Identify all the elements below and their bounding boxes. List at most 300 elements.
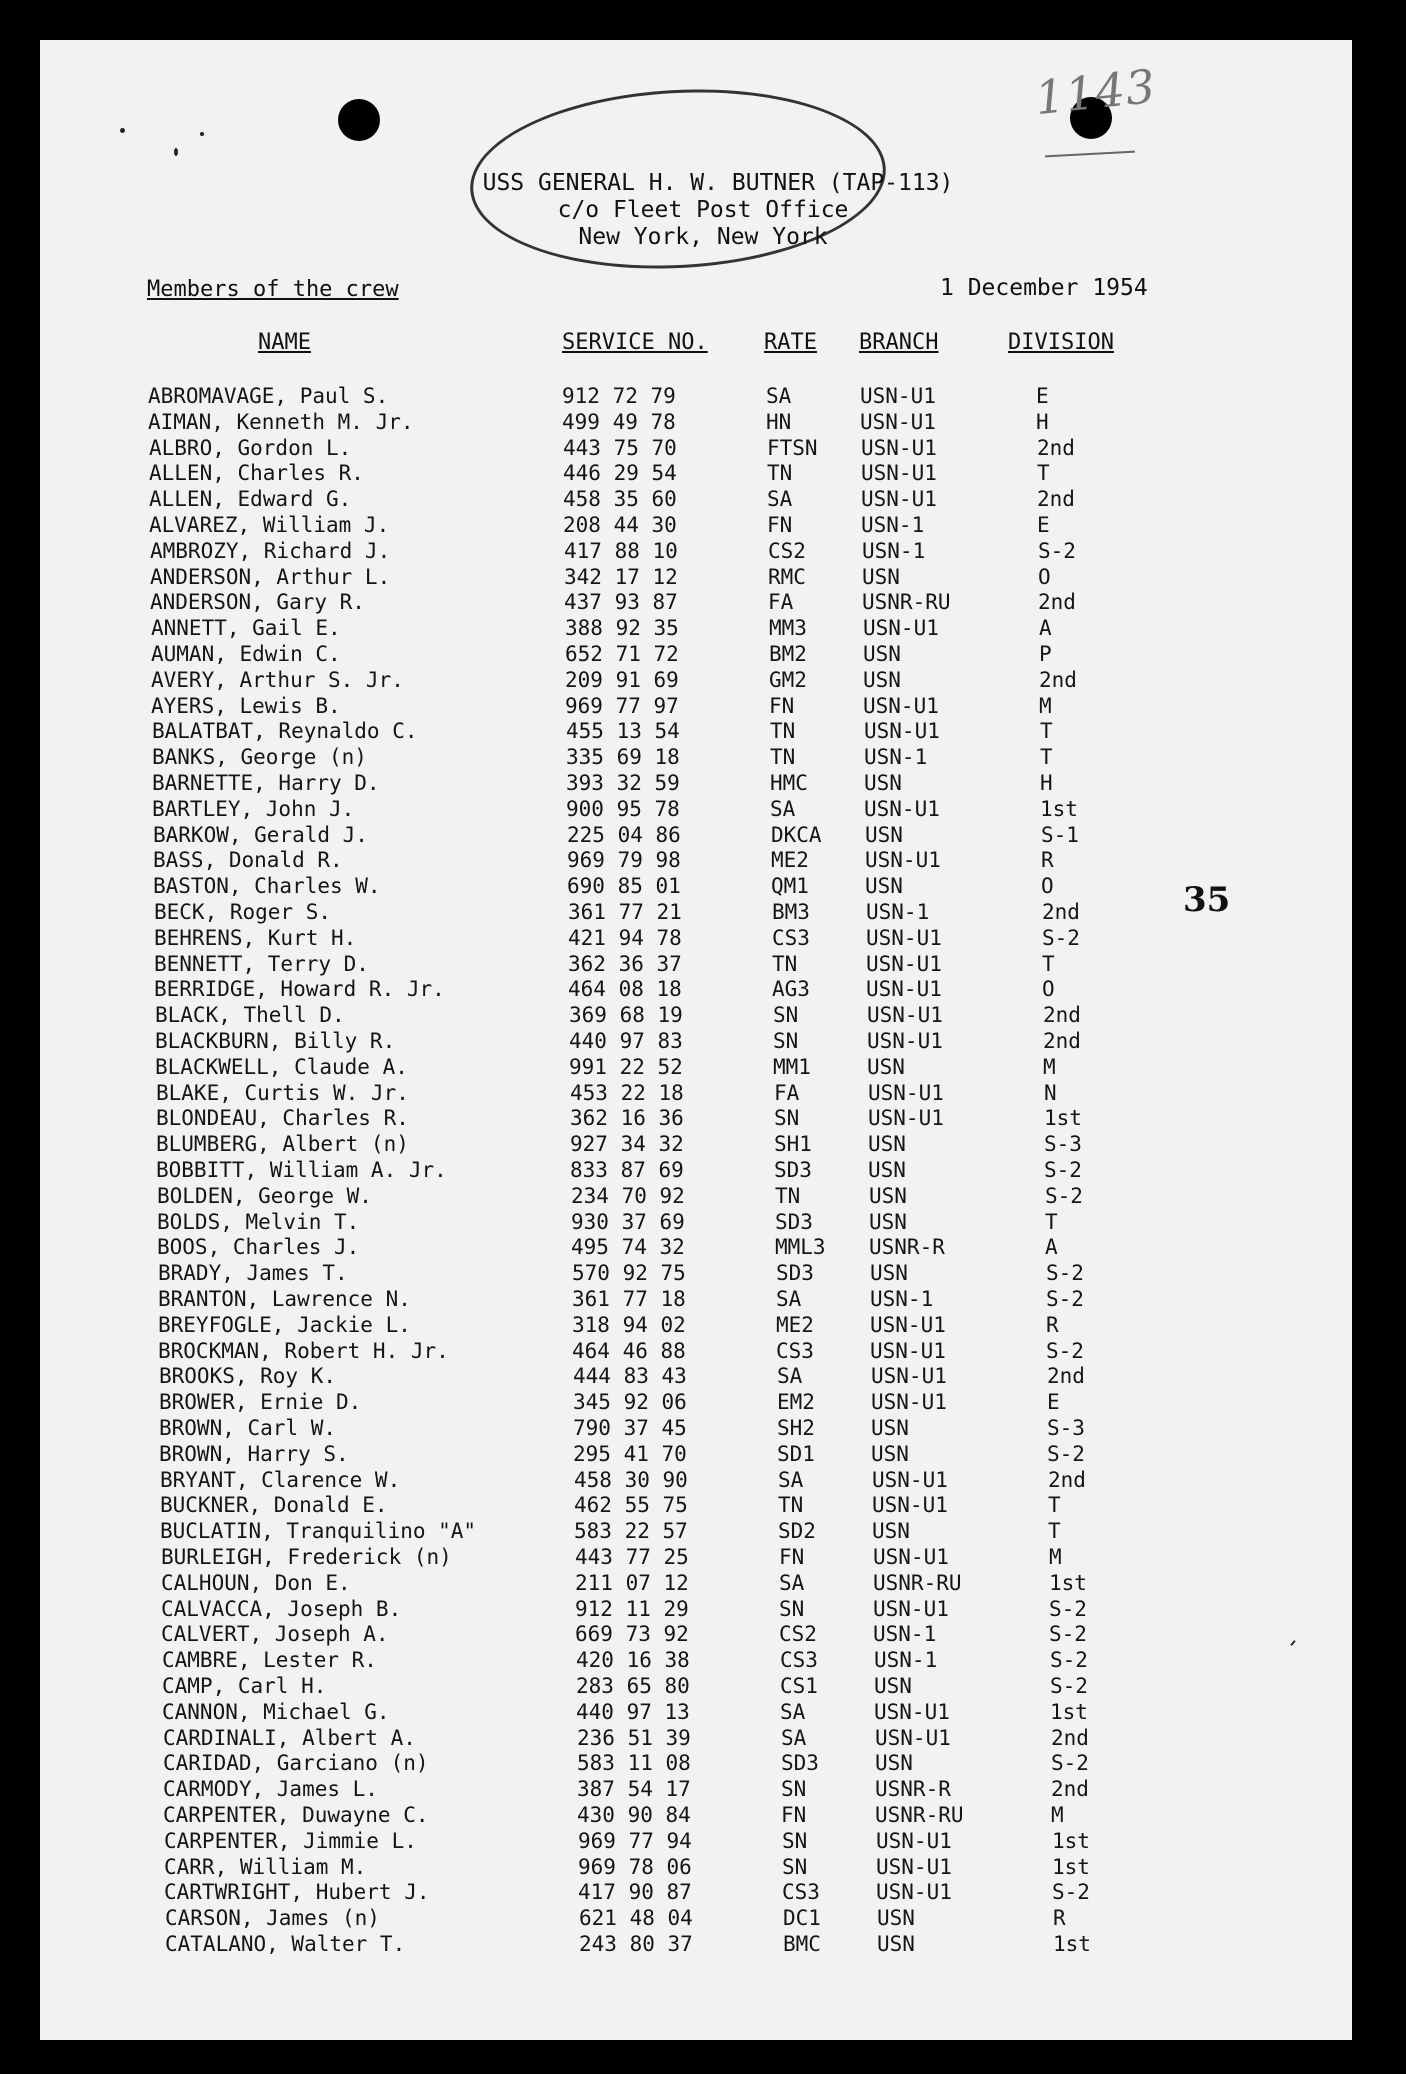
cell-rate: HMC [770, 771, 808, 795]
cell-division: S-2 [1051, 1751, 1089, 1776]
cell-rate: TN [770, 745, 796, 770]
cell-rate: RMC [768, 564, 806, 589]
cell-service: 446 29 54 [563, 461, 677, 486]
cell-service: 969 79 98 [567, 848, 681, 873]
column-header-service: SERVICE NO. [562, 330, 708, 355]
table-row [0, 1339, 1300, 1365]
cell-rate: SD2 [778, 1519, 816, 1544]
cell-rate: TN [772, 951, 798, 976]
cell-branch: USN-U1 [874, 1699, 950, 1724]
cell-service: 583 11 08 [577, 1751, 691, 1776]
cell-branch: USN [872, 1519, 910, 1544]
cell-branch: USN-U1 [873, 1545, 949, 1569]
cell-rate: FN [769, 693, 795, 718]
table-row [0, 1132, 1300, 1158]
cell-service: 417 90 87 [578, 1880, 692, 1905]
cell-rate: CS1 [780, 1674, 818, 1698]
cell-name: BROWN, Carl W. [159, 1416, 337, 1440]
cell-rate: SN [774, 1106, 800, 1131]
table-row [0, 565, 1300, 591]
cell-service: 464 46 88 [572, 1338, 686, 1363]
cell-name: ALVAREZ, William J. [149, 513, 390, 537]
cell-branch: USN [870, 1261, 908, 1286]
table-row [0, 1468, 1300, 1494]
cell-division: 2nd [1043, 1029, 1081, 1053]
punch-hole-left [338, 99, 380, 141]
cell-service: 345 92 06 [573, 1390, 687, 1415]
cell-division: S-2 [1050, 1648, 1088, 1673]
cell-division: 1st [1040, 796, 1078, 821]
cell-rate: SH2 [777, 1416, 815, 1440]
cell-rate: HN [766, 409, 792, 434]
cell-rate: FTSN [767, 435, 818, 460]
cell-division: T [1048, 1519, 1061, 1544]
cell-rate: BM3 [772, 900, 810, 924]
table-row [0, 1210, 1300, 1236]
cell-branch: USN [871, 1416, 909, 1440]
cell-division: M [1043, 1054, 1056, 1079]
cell-division: R [1053, 1906, 1066, 1931]
cell-division: S-2 [1046, 1338, 1084, 1363]
cell-service: 444 83 43 [573, 1364, 687, 1389]
cell-division: T [1048, 1493, 1061, 1518]
cell-branch: USN-U1 [868, 1080, 944, 1105]
cell-division: M [1039, 693, 1052, 718]
cell-service: 969 77 97 [565, 693, 679, 718]
cell-service: 458 35 60 [563, 487, 677, 512]
table-row [0, 1364, 1300, 1390]
cell-rate: SA [766, 384, 792, 408]
cell-rate: FN [767, 513, 793, 537]
table-row [0, 1287, 1300, 1313]
cell-rate: MML3 [775, 1235, 826, 1260]
cell-rate: CS3 [772, 925, 810, 950]
cell-service: 443 77 25 [575, 1545, 689, 1569]
cell-rate: SA [779, 1570, 805, 1595]
table-row [0, 926, 1300, 952]
cell-branch: USN-1 [861, 513, 925, 537]
cell-name: ALBRO, Gordon L. [149, 435, 352, 460]
cell-name: BLACK, Thell D. [155, 1003, 345, 1028]
cell-branch: USN [877, 1906, 915, 1931]
cell-name: BARNETTE, Harry D. [152, 771, 380, 795]
cell-branch: USNR-R [875, 1777, 951, 1802]
cell-service: 362 16 36 [570, 1106, 684, 1131]
cell-division: R [1041, 848, 1054, 873]
cell-branch: USN-1 [866, 900, 930, 924]
cell-rate: SN [782, 1854, 808, 1879]
table-row [0, 410, 1300, 436]
cell-branch: USNR-R [869, 1235, 945, 1260]
table-row [0, 1235, 1300, 1261]
cell-division: S-2 [1042, 925, 1080, 950]
cell-name: BROCKMAN, Robert H. Jr. [158, 1338, 449, 1363]
cell-division: M [1049, 1545, 1062, 1569]
cell-rate: ME2 [776, 1312, 814, 1337]
cell-rate: SN [773, 1029, 799, 1053]
cell-name: BARTLEY, John J. [152, 796, 355, 821]
cell-name: ABROMAVAGE, Paul S. [148, 384, 389, 408]
cell-service: 462 55 75 [574, 1493, 688, 1518]
table-row [0, 1571, 1300, 1597]
cell-branch: USN-U1 [875, 1725, 951, 1750]
cell-division: O [1041, 874, 1054, 899]
cell-division: O [1038, 564, 1051, 589]
cell-service: 930 37 69 [571, 1209, 685, 1234]
table-row [0, 745, 1300, 771]
cell-division: S-2 [1044, 1158, 1082, 1182]
cell-name: ANDERSON, Arthur L. [150, 564, 391, 589]
cell-branch: USN-U1 [876, 1854, 952, 1879]
cell-name: CANNON, Michael G. [162, 1699, 390, 1724]
table-row [0, 642, 1300, 668]
cell-name: AUMAN, Edwin C. [151, 642, 341, 666]
table-row [0, 1855, 1300, 1881]
cell-rate: MM1 [773, 1054, 811, 1079]
cell-name: BUCKNER, Donald E. [160, 1493, 388, 1518]
cell-name: BLONDEAU, Charles R. [156, 1106, 409, 1131]
cell-division: S-2 [1049, 1596, 1087, 1621]
cell-branch: USN [865, 822, 903, 847]
cell-division: S-1 [1041, 822, 1079, 847]
cell-rate: BMC [783, 1932, 821, 1956]
cell-service: 361 77 21 [568, 900, 682, 924]
table-row [0, 1158, 1300, 1184]
cell-rate: SH1 [774, 1132, 812, 1157]
cell-rate: SA [781, 1725, 807, 1750]
table-row [0, 487, 1300, 513]
cell-name: CARTWRIGHT, Hubert J. [164, 1880, 430, 1905]
cell-name: BROWER, Ernie D. [159, 1390, 362, 1415]
cell-rate: SD3 [776, 1261, 814, 1286]
table-row [0, 1519, 1300, 1545]
cell-service: 669 73 92 [575, 1622, 689, 1647]
cell-branch: USN [871, 1441, 909, 1466]
cell-branch: USN-U1 [860, 409, 936, 434]
cell-service: 833 87 69 [570, 1158, 684, 1182]
cell-division: T [1040, 719, 1053, 744]
table-row [0, 1003, 1300, 1029]
table-row [0, 1029, 1300, 1055]
cell-rate: QM1 [771, 874, 809, 899]
cell-service: 208 44 30 [563, 513, 677, 537]
cell-branch: USN-U1 [866, 977, 942, 1002]
cell-branch: USN [862, 564, 900, 589]
cell-name: ALLEN, Edward G. [149, 487, 352, 512]
letterhead [0, 170, 1406, 251]
cell-branch: USN-1 [874, 1648, 938, 1673]
table-row [0, 1880, 1300, 1906]
cell-service: 243 80 37 [579, 1932, 693, 1956]
cell-service: 295 41 70 [573, 1441, 687, 1466]
cell-branch: USN [865, 874, 903, 899]
cell-branch: USN [868, 1132, 906, 1157]
cell-service: 417 88 10 [564, 538, 678, 563]
cell-service: 455 13 54 [566, 719, 680, 744]
cell-name: BOLDEN, George W. [157, 1183, 372, 1208]
table-row [0, 977, 1300, 1003]
cell-division: 1st [1053, 1932, 1091, 1956]
cell-rate: SN [779, 1596, 805, 1621]
cell-branch: USN-U1 [867, 1003, 943, 1028]
cell-service: 464 08 18 [568, 977, 682, 1002]
cell-branch: USN-U1 [871, 1390, 947, 1415]
cell-branch: USN-U1 [863, 616, 939, 641]
cell-branch: USN-U1 [864, 796, 940, 821]
table-row [0, 461, 1300, 487]
cell-service: 912 72 79 [562, 384, 676, 408]
cell-branch: USN-U1 [876, 1828, 952, 1853]
cell-service: 211 07 12 [575, 1570, 689, 1595]
cell-name: CATALANO, Walter T. [165, 1932, 406, 1956]
table-row [0, 1416, 1300, 1442]
cell-branch: USN [863, 642, 901, 666]
cell-service: 387 54 17 [577, 1777, 691, 1802]
speck [120, 128, 125, 133]
cell-service: 342 17 12 [564, 564, 678, 589]
cell-branch: USN [863, 667, 901, 692]
list-subtitle: Members of the crew [147, 277, 399, 302]
cell-rate: SD3 [775, 1209, 813, 1234]
cell-service: 421 94 78 [568, 925, 682, 950]
cell-service: 453 22 18 [570, 1080, 684, 1105]
cell-division: P [1039, 642, 1052, 666]
cell-division: H [1036, 409, 1049, 434]
cell-rate: SD3 [774, 1158, 812, 1182]
cell-division: S-2 [1038, 538, 1076, 563]
cell-name: CARR, William M. [164, 1854, 367, 1879]
cell-rate: DC1 [783, 1906, 821, 1931]
cell-division: 2nd [1037, 435, 1075, 460]
speck [200, 132, 204, 136]
table-row [0, 1261, 1300, 1287]
table-row [0, 1622, 1300, 1648]
cell-rate: TN [778, 1493, 804, 1518]
cell-name: ALLEN, Charles R. [149, 461, 364, 486]
cell-name: BLAKE, Curtis W. Jr. [156, 1080, 409, 1105]
table-row [0, 1493, 1300, 1519]
cell-division: T [1040, 745, 1053, 770]
cell-branch: USN [869, 1209, 907, 1234]
table-row [0, 436, 1300, 462]
document-date: 1 December 1954 [940, 275, 1148, 301]
cell-division: S-2 [1047, 1441, 1085, 1466]
cell-name: BOOS, Charles J. [157, 1235, 360, 1260]
table-row [0, 952, 1300, 978]
cell-service: 437 93 87 [564, 590, 678, 615]
cell-rate: FA [774, 1080, 800, 1105]
speck [174, 148, 178, 156]
cell-division: 2nd [1048, 1467, 1086, 1492]
cell-branch: USNR-RU [873, 1570, 962, 1595]
handwritten-number: 1143 [1032, 58, 1159, 126]
cell-branch: USN-U1 [861, 487, 937, 512]
cell-branch: USN-1 [870, 1287, 934, 1311]
cell-rate: CS2 [779, 1622, 817, 1647]
cell-branch: USN-U1 [866, 951, 942, 976]
cell-name: BALATBAT, Reynaldo C. [152, 719, 418, 744]
cell-service: 458 30 90 [574, 1467, 688, 1492]
cell-division: S-2 [1046, 1287, 1084, 1311]
cell-service: 225 04 86 [567, 822, 681, 847]
cell-rate: SN [782, 1828, 808, 1853]
cell-service: 209 91 69 [565, 667, 679, 692]
cell-name: CARPENTER, Jimmie L. [164, 1828, 417, 1853]
cell-division: 2nd [1051, 1777, 1089, 1802]
table-row [0, 513, 1300, 539]
cell-branch: USN-U1 [872, 1467, 948, 1492]
cell-branch: USN-1 [873, 1622, 937, 1647]
table-row [0, 874, 1300, 900]
table-row [0, 1674, 1300, 1700]
cell-name: BLACKWELL, Claude A. [155, 1054, 408, 1079]
cell-branch: USNR-RU [875, 1803, 964, 1827]
cell-rate: FA [768, 590, 794, 615]
cell-name: BARKOW, Gerald J. [153, 822, 368, 847]
cell-service: 969 77 94 [578, 1828, 692, 1853]
cell-division: N [1044, 1080, 1057, 1105]
table-row [0, 771, 1300, 797]
cell-branch: USN-1 [864, 745, 928, 770]
cell-division: A [1045, 1235, 1058, 1260]
city-line: New York, New York [578, 224, 828, 250]
cell-branch: USN-U1 [864, 719, 940, 744]
table-row [0, 1906, 1300, 1932]
column-header-division: DIVISION [1008, 330, 1114, 355]
cell-division: S-2 [1046, 1261, 1084, 1286]
cell-service: 430 90 84 [577, 1803, 691, 1827]
cell-name: CAMP, Carl H. [162, 1674, 327, 1698]
cell-division: T [1045, 1209, 1058, 1234]
cell-name: AVERY, Arthur S. Jr. [151, 667, 404, 692]
cell-branch: USN [869, 1183, 907, 1208]
table-row [0, 1932, 1300, 1958]
table-row [0, 384, 1300, 410]
cell-name: BUCLATIN, Tranquilino "A" [160, 1519, 477, 1544]
cell-service: 283 65 80 [576, 1674, 690, 1698]
cell-service: 570 92 75 [572, 1261, 686, 1286]
cell-name: BECK, Roger S. [154, 900, 332, 924]
cell-name: BRYANT, Clarence W. [160, 1467, 401, 1492]
cell-name: BURLEIGH, Frederick (n) [161, 1545, 452, 1569]
cell-branch: USN [874, 1674, 912, 1698]
column-header-rate: RATE [764, 330, 817, 355]
cell-division: S-2 [1049, 1622, 1087, 1647]
cell-branch: USN-U1 [870, 1312, 946, 1337]
cell-name: ANDERSON, Gary R. [150, 590, 365, 615]
table-row [0, 823, 1300, 849]
cell-rate: SD1 [777, 1441, 815, 1466]
cell-name: CARSON, James (n) [165, 1906, 380, 1931]
table-row [0, 848, 1300, 874]
cell-division: 2nd [1038, 590, 1076, 615]
cell-division: S-3 [1047, 1416, 1085, 1440]
table-row [0, 1545, 1300, 1571]
cell-rate: SA [777, 1364, 803, 1389]
cell-rate: CS2 [768, 538, 806, 563]
cell-rate: SN [781, 1777, 807, 1802]
cell-rate: MM3 [769, 616, 807, 641]
cell-branch: USN [867, 1054, 905, 1079]
cell-rate: CS3 [776, 1338, 814, 1363]
cell-name: CAMBRE, Lester R. [162, 1648, 377, 1673]
table-row [0, 1700, 1300, 1726]
table-row [0, 1184, 1300, 1210]
table-row [0, 1648, 1300, 1674]
table-row [0, 616, 1300, 642]
cell-division: 1st [1044, 1106, 1082, 1131]
cell-name: CARDINALI, Albert A. [163, 1725, 416, 1750]
table-row [0, 900, 1300, 926]
cell-division: 2nd [1047, 1364, 1085, 1389]
cell-division: 2nd [1039, 667, 1077, 692]
cell-service: 495 74 32 [571, 1235, 685, 1260]
address-line: c/o Fleet Post Office [557, 197, 849, 223]
ship-name: USS GENERAL H. W. BUTNER (TAP-113) [482, 170, 954, 196]
cell-rate: SD3 [781, 1751, 819, 1776]
cell-name: CALVACCA, Joseph B. [161, 1596, 402, 1621]
cell-division: 1st [1052, 1828, 1090, 1853]
cell-division: E [1047, 1390, 1060, 1415]
cell-service: 969 78 06 [578, 1854, 692, 1879]
table-row [0, 1803, 1300, 1829]
cell-name: CARMODY, James L. [163, 1777, 378, 1802]
cell-service: 335 69 18 [566, 745, 680, 770]
cell-rate: CS3 [780, 1648, 818, 1673]
cell-division: S-2 [1045, 1183, 1083, 1208]
table-row [0, 1390, 1300, 1416]
cell-rate: CS3 [782, 1880, 820, 1905]
cell-service: 440 97 13 [576, 1699, 690, 1724]
cell-rate: TN [767, 461, 793, 486]
cell-name: BASS, Donald R. [153, 848, 343, 873]
cell-branch: USN-U1 [861, 435, 937, 460]
cell-name: BRADY, James T. [158, 1261, 348, 1286]
cell-service: 361 77 18 [572, 1287, 686, 1311]
cell-service: 388 92 35 [565, 616, 679, 641]
table-row [0, 1597, 1300, 1623]
cell-division: 2nd [1043, 1003, 1081, 1028]
cell-division: E [1037, 513, 1050, 537]
cell-rate: TN [770, 719, 796, 744]
cell-service: 991 22 52 [569, 1054, 683, 1079]
cell-rate: FN [779, 1545, 805, 1569]
cell-rate: SA [770, 796, 796, 821]
cell-branch: USN-U1 [865, 848, 941, 873]
cell-division: 1st [1049, 1570, 1087, 1595]
cell-division: 2nd [1037, 487, 1075, 512]
cell-rate: ME2 [771, 848, 809, 873]
cell-service: 621 48 04 [579, 1906, 693, 1931]
cell-name: CALHOUN, Don E. [161, 1570, 351, 1595]
cell-branch: USN-U1 [861, 461, 937, 486]
cell-rate: AG3 [772, 977, 810, 1002]
cell-service: 318 94 02 [572, 1312, 686, 1337]
table-row [0, 668, 1300, 694]
cell-rate: DKCA [771, 822, 822, 847]
table-row [0, 719, 1300, 745]
table-row [0, 1777, 1300, 1803]
cell-name: BOLDS, Melvin T. [157, 1209, 360, 1234]
cell-name: CALVERT, Joseph A. [161, 1622, 389, 1647]
cell-branch: USN [877, 1932, 915, 1956]
cell-division: 1st [1052, 1854, 1090, 1879]
cell-branch: USN-U1 [868, 1106, 944, 1131]
cell-division: T [1037, 461, 1050, 486]
cell-branch: USN-1 [862, 538, 926, 563]
cell-name: CARPENTER, Duwayne C. [163, 1803, 429, 1827]
cell-name: BOBBITT, William A. Jr. [156, 1158, 447, 1182]
